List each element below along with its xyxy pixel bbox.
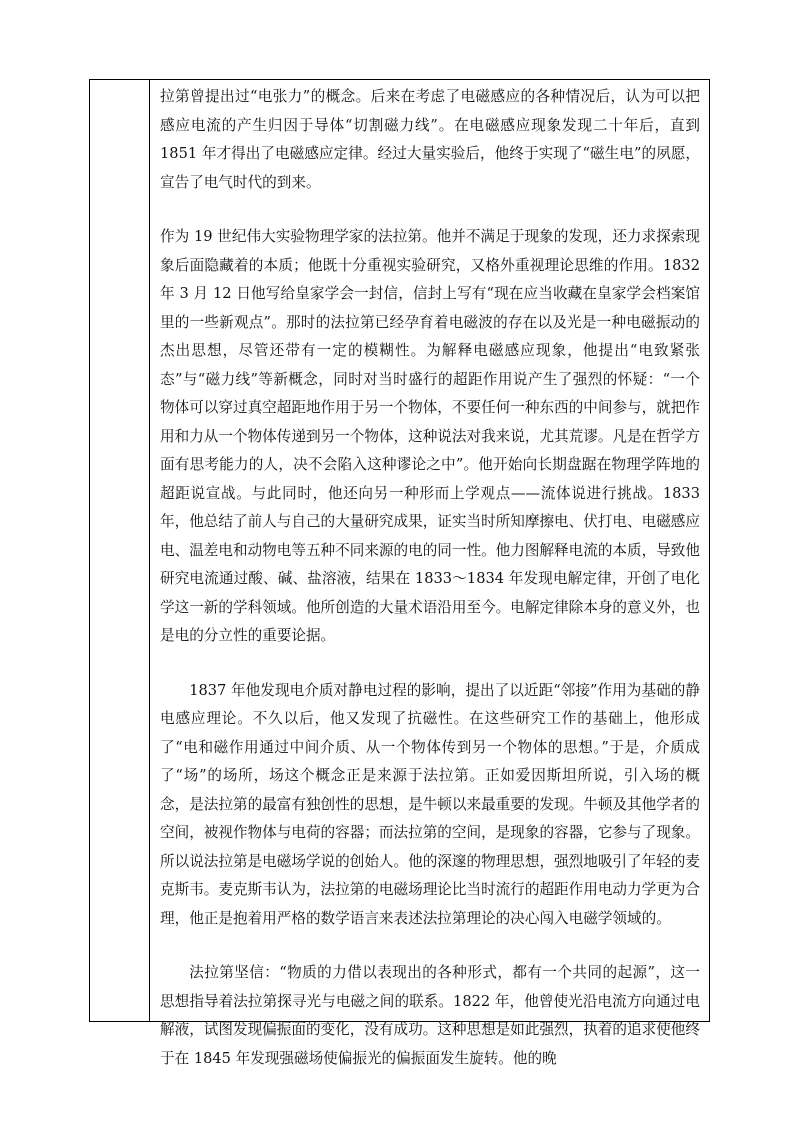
paragraph-gap	[160, 933, 700, 959]
article-body	[150, 80, 709, 1067]
paragraph-3: 1837 年他发现电介质对静电过程的影响，提出了以近距“邻接”作用为基础的静电感应理论。不久以后，他又发现了抗磁性。在这些研究工作的基础上，他形成了“电和磁作用通过中间介质、从一个物体传到另一个物体的思想。”于是，介质成了“场”的场所，场这个概念正是来源于法拉第。正如爱因斯坦所说，引入场的概念，是法拉第的最富有独创性的思想，是牛顿以来最重要的发现。牛顿及其他学者的空间，被视作物体与电荷的容器；而法拉第的空间，是现象的容器，它参与了现象。所以说法拉第是电磁场学说的创始人。他的深邃的物理思想，强烈地吸引了年轻的麦克斯韦。麦克斯韦认为，法拉第的电磁场理论比当时流行的超距作用电动力学更为合理，他正是抱着用严格的数学语言来表述法拉第理论的决心闯入电磁学领域的。	[160, 681, 700, 927]
table-label-column	[90, 80, 150, 1021]
paragraph-gap	[160, 651, 700, 677]
paragraph-2: 作为 19 世纪伟大实验物理学家的法拉第。他并不满足于现象的发现，还力求探索现象后面隐藏着的本质；他既十分重视实验研究，又格外重视理论思维的作用。1832 年 3 月 12 日他写给皇家学会一封信，信封上写有“现在应当收藏在皇家学会档案馆里的一些新观点”。那时的法拉第已经孕育着电磁波的存在以及光是一种电磁振动的杰出思想，尽管还带有一定的模糊性。为解释电磁感应现象，他提出“电致紧张态”与“磁力线”等新概念，同时对当时盛行的超距作用说产生了强烈的怀疑：“一个物体可以穿过真空超距地作用于另一个物体，不要任何一种东西的中间参与，就把作用和力从一个物体传递到另一个物体，这种说法对我来说，尤其荒谬。凡是在哲学方面有思考能力的人，决不会陷入这种谬论之中”。他开始向长期盘踞在物理学阵地的超距说宣战。与此同时，他还向另一种形而上学观点——流体说进行挑战。1833 年，他总结了前人与自己的大量研究成果，证实当时所知摩擦电、伏打电、电磁感应电、温差电和动物电等五种不同来源的电的同一性。他力图解释电流的本质，导致他研究电流通过酸、碱、盐溶液，结果在 1833～1834 年发现电解定律，开创了电化学这一新的学科领域。他所创造的大量术语沿用至今。电解定律除本身的意义外，也是电的分立性的重要论据。	[160, 228, 700, 644]
paragraph-gap	[160, 197, 700, 223]
content-table	[89, 79, 710, 1067]
paragraph-1: 拉第曾提出过“电张力”的概念。后来在考虑了电磁感应的各种情况后，认为可以把感应电流的产生归因于导体“切割磁力线”。在电磁感应现象发现二十年后，直到 1851 年才得出了电磁感应定律。经过大量实验后，他终于实现了“磁生电”的夙愿，宣告了电气时代的到来。	[160, 88, 700, 191]
paragraph-4: 法拉第坚信：“物质的力借以表现出的各种形式，都有一个共同的起源”，这一思想指导着法拉第探寻光与电磁之间的联系。1822 年，他曾使光沿电流方向通过电解液，试图发现偏振面的变化，没有成功。这种思想是如此强烈，执着的追求使他终于在 1845 年发现强磁场使偏振光的偏振面发生旋转。他的晚	[160, 964, 700, 1067]
